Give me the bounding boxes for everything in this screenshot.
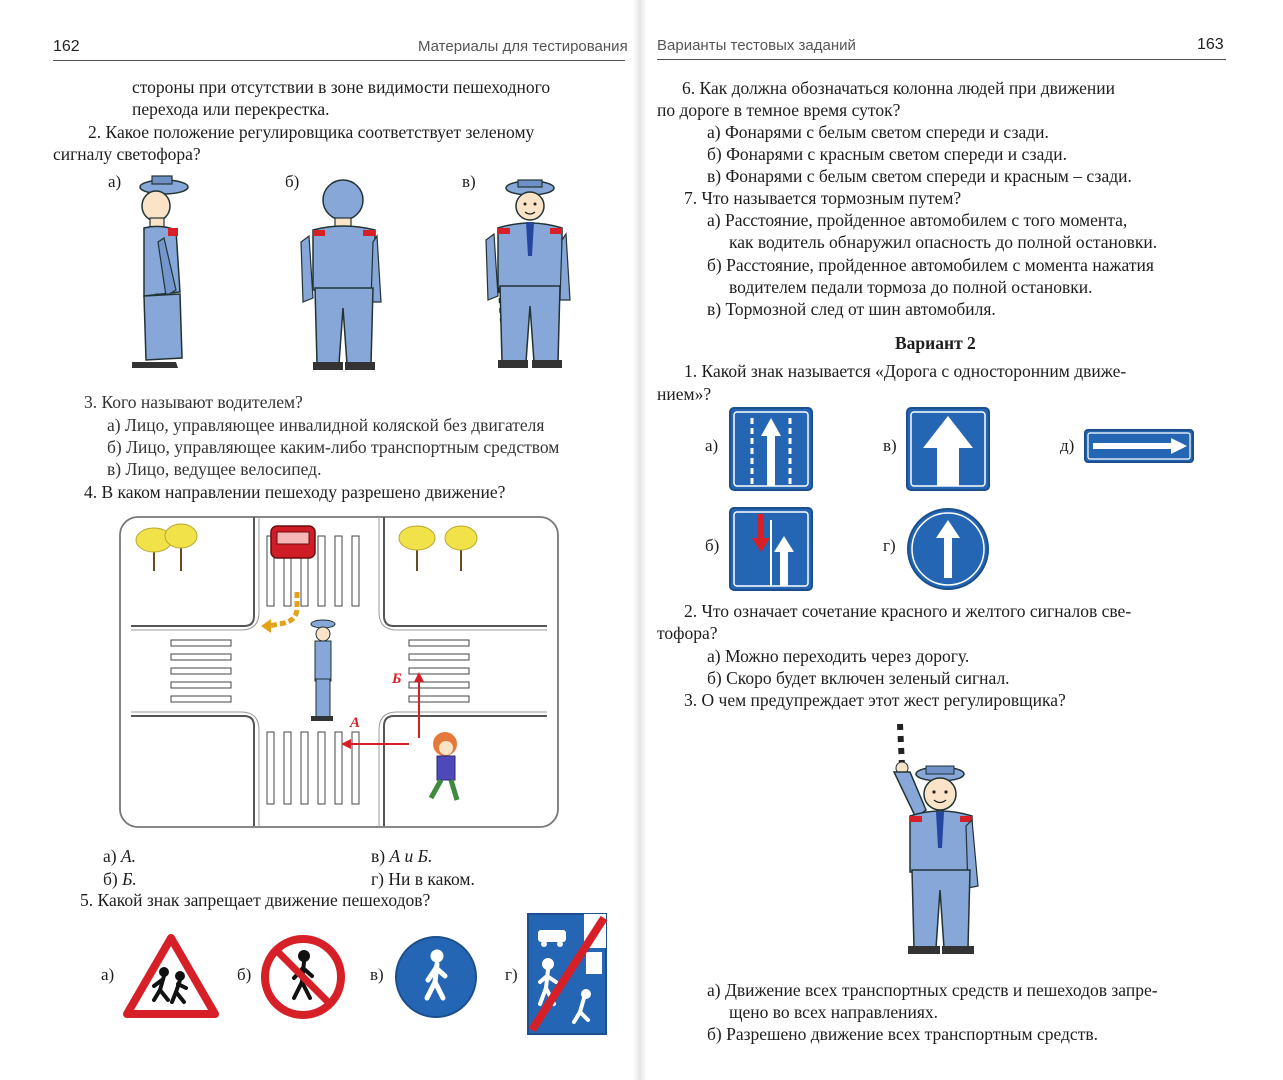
option-label: б) [237, 965, 252, 984]
variant-question-3: 3. О чем предупреждает этот жест регулировщика? [684, 690, 1066, 710]
option-label: а) [101, 965, 115, 984]
option-label: в) [883, 436, 897, 455]
answer-prefix: в) [371, 846, 386, 866]
text-line: стороны при отсутствии в зоне видимости пешеходного [132, 77, 551, 97]
page-number: 162 [53, 38, 80, 55]
answer-value: А и Б. [389, 846, 433, 866]
answer-line: б) Расстояние, пройденное автомобилем с момента нажатия [707, 255, 1154, 275]
option-label: а) [705, 436, 719, 455]
one-way-arrow-sign [1083, 428, 1195, 464]
running-head: Материалы для тестирования [418, 38, 628, 55]
answer-line: а) Можно переходить через дорогу. [707, 646, 970, 666]
answer-b [103, 868, 137, 890]
straight-only-sign [905, 506, 991, 592]
children-warning-sign [124, 934, 218, 1018]
variant-heading: Вариант 2 [895, 333, 976, 353]
answer-line: водителем педали тормоза до полной остановки. [729, 277, 1093, 297]
text-line: перехода или перекрестка. [132, 99, 330, 119]
answer-a [103, 845, 136, 867]
question-6-cont: по дороге в темное время суток? [657, 100, 901, 120]
intersection-diagram [119, 516, 559, 828]
right-page [640, 0, 1283, 1080]
answer-line: щено во всех направлениях. [729, 1002, 939, 1022]
end-living-zone-sign [526, 912, 608, 1036]
answer-line: а) Лицо, управляющее инвалидной коляской без двигателя [107, 415, 545, 435]
answer-line: как водитель обнаружил опасность до полной остановки. [729, 232, 1158, 252]
left-page [0, 0, 640, 1080]
variant-question-2-cont: тофора? [657, 623, 718, 643]
answer-prefix: а) [103, 846, 117, 866]
answer-value: Б. [122, 869, 137, 889]
officer-back-illustration [305, 178, 385, 374]
no-pedestrians-sign [260, 934, 346, 1020]
question-7: 7. Что называется тормозным путем? [684, 188, 962, 208]
question-5: 5. Какой знак запрещает движение пешеходов? [80, 890, 431, 910]
header-rule [657, 59, 1226, 60]
variant-question-1: 1. Какой знак называется «Дорога с односторонним движе- [684, 361, 1127, 381]
answer-line: б) Скоро будет включен зеленый сигнал. [707, 668, 1010, 688]
answer-line: а) Фонарями с белым светом спереди и сзади. [707, 122, 1049, 142]
option-label: а) [108, 172, 122, 191]
option-label: д) [1060, 436, 1075, 455]
answer-line: б) Разрешено движение всех транспортным средств. [707, 1024, 1098, 1044]
officer-raised-baton-illustration [880, 720, 1000, 962]
answer-line: б) Лицо, управляющее каким-либо транспортным средством [107, 437, 560, 457]
question-4: 4. В каком направлении пешеходу разрешено движение? [84, 482, 506, 502]
lane-end-sign [728, 506, 814, 592]
running-head: Варианты тестовых заданий [657, 37, 856, 54]
variant-question-1-cont: нием»? [657, 384, 712, 404]
map-label-b: Б [392, 671, 402, 687]
option-label: г) [883, 536, 896, 555]
option-label: б) [705, 536, 720, 555]
answer-line: а) Расстояние, пройденное автомобилем с того момента, [707, 210, 1128, 230]
answer-line: б) Фонарями с красным светом спереди и сзади. [707, 144, 1068, 164]
question-2: 2. Какое положение регулировщика соответствует зеленому [88, 122, 535, 142]
variant-question-2: 2. Что означает сочетание красного и желтого сигналов све- [684, 601, 1132, 621]
question-2-cont: сигналу светофора? [53, 144, 201, 164]
question-6: 6. Как должна обозначаться колонна людей при движении [682, 78, 1115, 98]
answer-line: в) Тормозной след от шин автомобиля. [707, 299, 996, 319]
answer-c [371, 845, 432, 867]
answer-line: в) Фонарями с белым светом спереди и красным – сзади. [707, 166, 1132, 186]
answer-prefix: б) [103, 869, 118, 889]
officer-front-illustration [490, 176, 570, 372]
option-label: г) [505, 965, 518, 984]
answer-d: г) Ни в каком. [371, 869, 475, 889]
page-number: 163 [1197, 36, 1224, 53]
answer-line: в) Лицо, ведущее велосипед. [107, 459, 322, 479]
pedestrian-path-sign [393, 934, 479, 1020]
one-way-road-sign [905, 406, 991, 492]
map-label-a: А [350, 715, 361, 731]
officer-side-illustration [120, 172, 200, 372]
lane-direction-sign [728, 406, 814, 492]
option-label: в) [462, 172, 476, 191]
option-label: в) [370, 965, 384, 984]
header-rule [53, 60, 625, 61]
answer-line: а) Движение всех транспортных средств и пешеходов запре- [707, 980, 1158, 1000]
answer-value: А. [120, 846, 137, 866]
question-3: 3. Кого называют водителем? [84, 392, 303, 412]
option-label: б) [285, 172, 300, 191]
